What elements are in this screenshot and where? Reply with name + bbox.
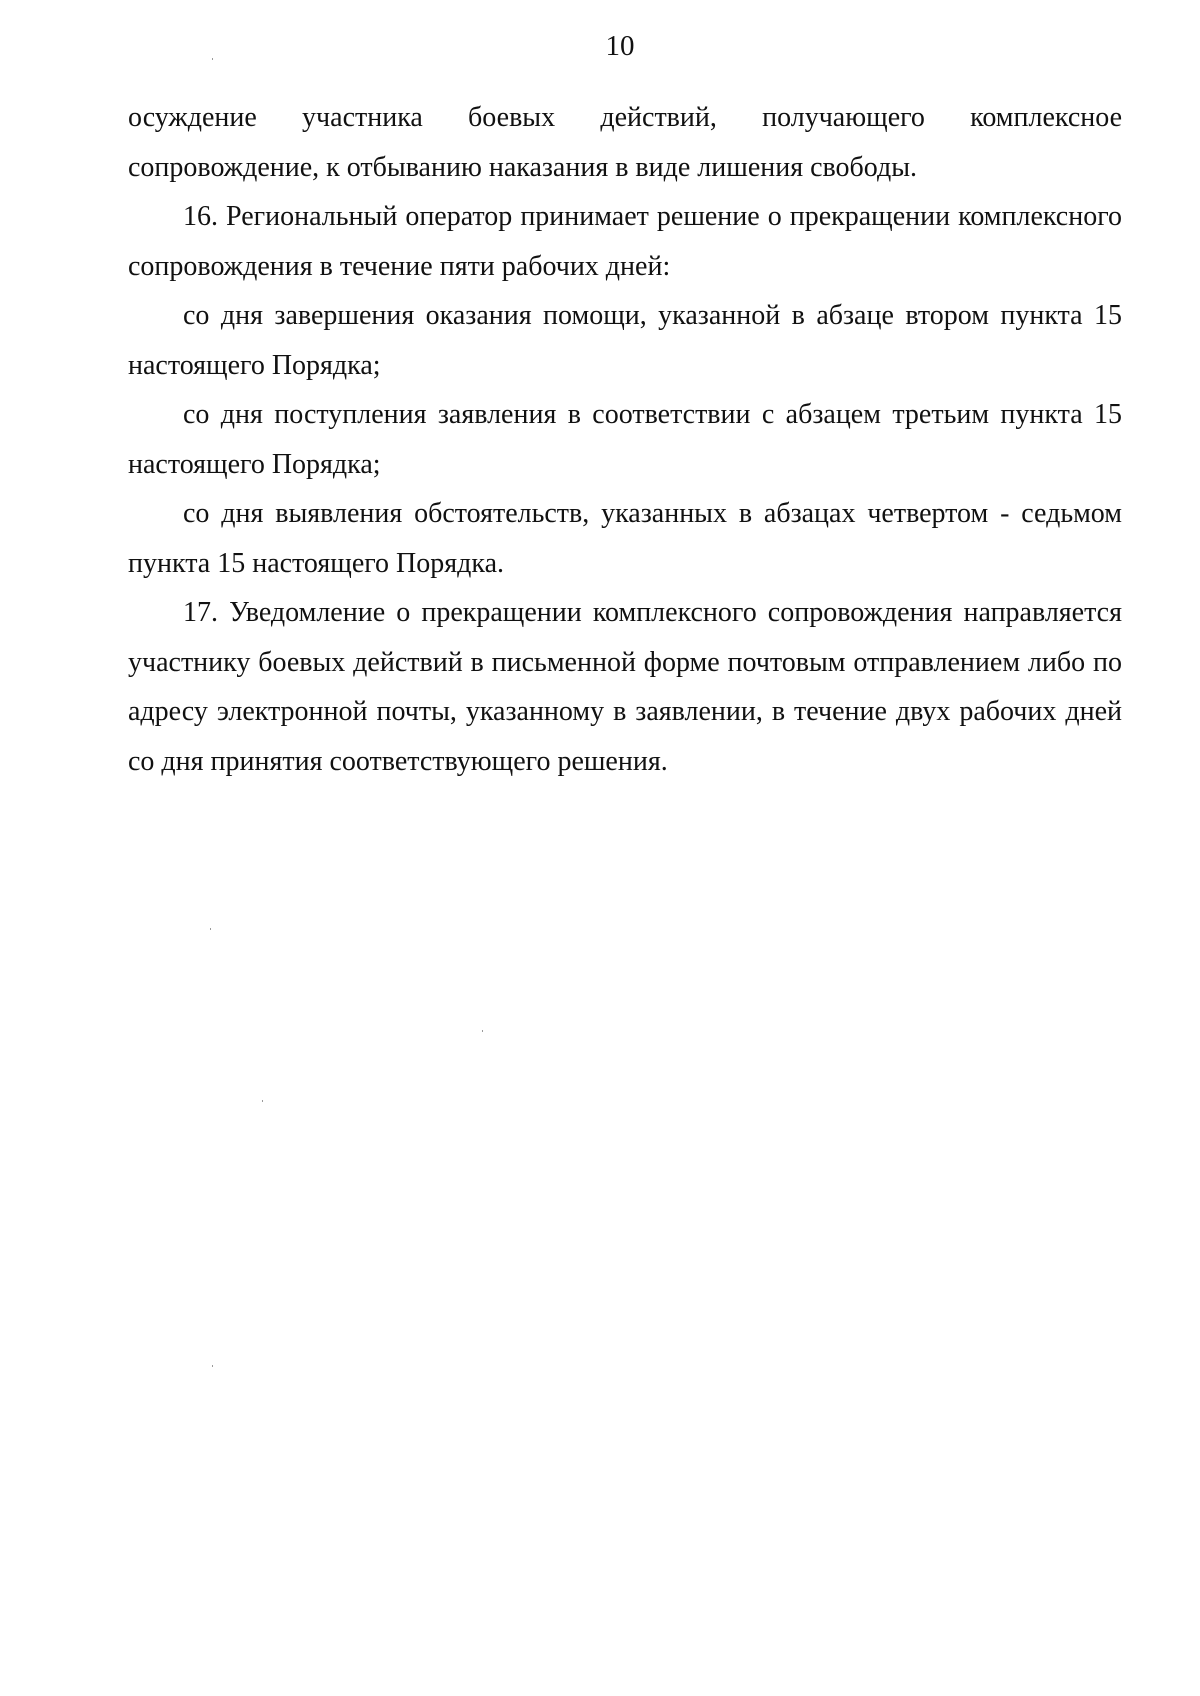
scan-speck	[212, 1365, 213, 1367]
paragraph-subitem-completion: со дня завершения оказания помощи, указанной в абзаце втором пункта 15 настоящего Порядка;	[128, 300, 1122, 381]
paragraph-item-16: 16. Региональный оператор принимает решение о прекращении комплексного сопровождения в течение пяти рабочих дней:	[128, 201, 1122, 282]
scan-speck	[210, 928, 211, 930]
page-number: 10	[605, 30, 635, 62]
scan-speck	[482, 1030, 483, 1032]
paragraph-subitem-application: со дня поступления заявления в соответствии с абзацем третьим пункта 15 настоящего Порядка;	[128, 399, 1122, 480]
document-body	[128, 93, 1122, 786]
paragraph-subitem-circumstances: со дня выявления обстоятельств, указанных в абзацах четвертом - седьмом пункта 15 настоящего Порядка.	[128, 498, 1122, 579]
paragraph-continuation: осуждение участника боевых действий, получающего комплексное сопровождение, к отбыванию наказания в виде лишения свободы.	[128, 102, 1122, 183]
paragraph-item-17: 17. Уведомление о прекращении комплексного сопровождения направляется участнику боевых действий в письменной форме почтовым отправлением либо по адресу электронной почты, указанному в заявлении, в течение двух рабочих дней со дня принятия соответствующего решения.	[128, 597, 1122, 777]
scan-speck	[212, 58, 213, 60]
scan-speck	[262, 1100, 263, 1102]
